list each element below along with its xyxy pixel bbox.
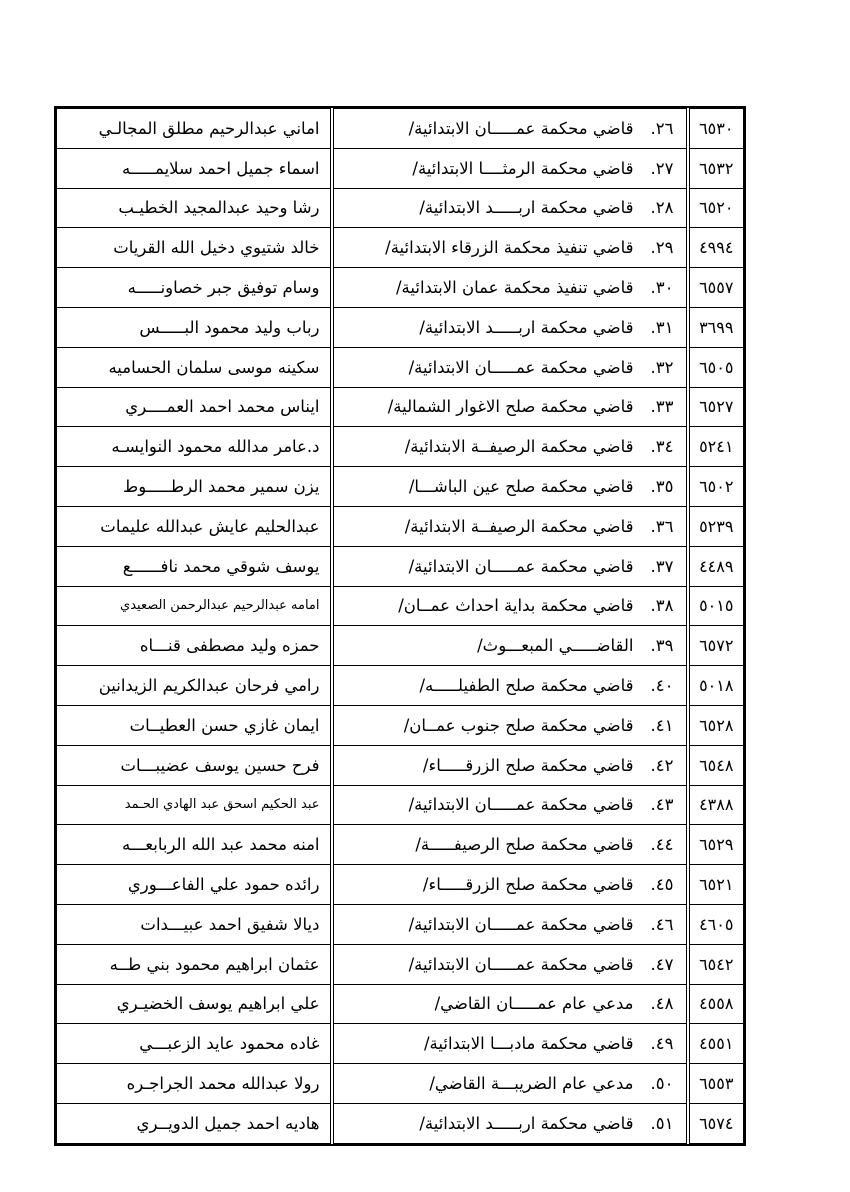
row-name: وسام توفيق جبر خصاونـــــه bbox=[57, 268, 332, 308]
table-row bbox=[57, 705, 744, 745]
row-name: اسماء جميل احمد سلايمـــــه bbox=[57, 148, 332, 188]
row-position bbox=[332, 387, 688, 427]
row-position bbox=[332, 1103, 688, 1143]
row-number: ٤٩٩٤ bbox=[688, 228, 744, 268]
row-index: ٣٤. bbox=[650, 437, 674, 457]
table-row bbox=[57, 1064, 744, 1104]
table-row bbox=[57, 785, 744, 825]
row-name: رشا وحيد عبدالمجيد الخطيـب bbox=[57, 188, 332, 228]
position-text: قاضي محكمة بداية احداث عمــان/ bbox=[398, 596, 634, 616]
row-name: عبدالحليم عايش عبدالله عليمات bbox=[57, 506, 332, 546]
row-name: امامه عبدالرحيم عبدالرحمن الصعيدي bbox=[57, 586, 332, 626]
position-text: قاضي محكمة صلح الزرقـــــاء/ bbox=[422, 875, 634, 895]
row-number: ٦٥٥٣ bbox=[688, 1064, 744, 1104]
row-name: علي ابراهيم يوسف الخضيـري bbox=[57, 984, 332, 1024]
row-index: ٤٨. bbox=[650, 994, 674, 1014]
position-text: قاضي محكمة مادبـــا الابتدائية/ bbox=[423, 1034, 634, 1054]
row-number: ٤٦٠٥ bbox=[688, 904, 744, 944]
position-text: قاضي محكمة عمـــــان الابتدائية/ bbox=[408, 954, 634, 974]
row-number: ٦٥٢٩ bbox=[688, 825, 744, 865]
row-number: ٦٥٣٢ bbox=[688, 148, 744, 188]
row-name: خالد شتيوي دخيل الله القريات bbox=[57, 228, 332, 268]
position-text: قاضي محكمة عمـــــان الابتدائية/ bbox=[408, 118, 634, 138]
row-position bbox=[332, 228, 688, 268]
row-number: ٦٥٧٢ bbox=[688, 626, 744, 666]
row-name: ايناس محمد احمد العمــــري bbox=[57, 387, 332, 427]
position-text: قاضي محكمة عمـــــان الابتدائية/ bbox=[408, 357, 634, 377]
row-name: امنه محمد عبد الله الربابعـــه bbox=[57, 825, 332, 865]
table-row bbox=[57, 586, 744, 626]
row-name: رولا عبدالله محمد الجراجـره bbox=[57, 1064, 332, 1104]
position-text: قاضي محكمة صلح جنوب عمــان/ bbox=[403, 715, 634, 735]
row-index: ٣٦. bbox=[650, 516, 674, 536]
table-row bbox=[57, 387, 744, 427]
row-index: ٣٢. bbox=[650, 357, 674, 377]
row-index: ٣٩. bbox=[650, 636, 674, 656]
row-index: ٤١. bbox=[650, 715, 674, 735]
position-text: قاضي محكمة الرمثــــا الابتدائية/ bbox=[412, 158, 634, 178]
row-number: ٦٥٢١ bbox=[688, 865, 744, 905]
row-name: يوسف شوقي محمد نافــــــع bbox=[57, 546, 332, 586]
table-row bbox=[57, 1103, 744, 1143]
row-number: ٥٢٣٩ bbox=[688, 506, 744, 546]
position-text: قاضي محكمة اربـــــد الابتدائية/ bbox=[419, 198, 634, 218]
row-position bbox=[332, 506, 688, 546]
table-row bbox=[57, 626, 744, 666]
position-text: قاضي محكمة الرصيفــة الابتدائية/ bbox=[404, 437, 634, 457]
position-text: قاضي محكمة صلح الطفيلـــــه/ bbox=[419, 676, 634, 696]
row-number: ٦٥٢٧ bbox=[688, 387, 744, 427]
row-position bbox=[332, 148, 688, 188]
row-number: ٥٢٤١ bbox=[688, 427, 744, 467]
row-position bbox=[332, 745, 688, 785]
table-row bbox=[57, 865, 744, 905]
table-row bbox=[57, 427, 744, 467]
row-number: ٥٠١٨ bbox=[688, 666, 744, 706]
row-name: اماني عبدالرحيم مطلق المجالـي bbox=[57, 109, 332, 149]
row-name: فرح حسين يوسف عضيبـــات bbox=[57, 745, 332, 785]
row-position bbox=[332, 467, 688, 507]
row-name: ايمان غازي حسن العطيــات bbox=[57, 705, 332, 745]
row-position bbox=[332, 785, 688, 825]
position-text: قاضي تنفيذ محكمة الزرقاء الابتدائية/ bbox=[385, 238, 634, 258]
row-position bbox=[332, 984, 688, 1024]
position-text: قاضي محكمة صلح الزرقـــــاء/ bbox=[422, 755, 634, 775]
row-position bbox=[332, 586, 688, 626]
row-number: ٤٥٥٨ bbox=[688, 984, 744, 1024]
row-position bbox=[332, 546, 688, 586]
row-number: ٦٥٧٤ bbox=[688, 1103, 744, 1143]
table-row bbox=[57, 188, 744, 228]
row-number: ٦٥٢٨ bbox=[688, 705, 744, 745]
row-position bbox=[332, 307, 688, 347]
row-index: ٢٨. bbox=[650, 198, 674, 218]
row-number: ٤٤٨٩ bbox=[688, 546, 744, 586]
position-text: قاضي محكمة صلح الاغوار الشمالية/ bbox=[387, 397, 634, 417]
row-index: ٣٣. bbox=[650, 397, 674, 417]
row-position bbox=[332, 188, 688, 228]
row-index: ٤٠. bbox=[650, 676, 674, 696]
position-text: مدعي عام الضريبـــة القاضي/ bbox=[429, 1074, 634, 1094]
row-position bbox=[332, 666, 688, 706]
row-number: ٣٦٩٩ bbox=[688, 307, 744, 347]
position-text: قاضي محكمة الرصيفــة الابتدائية/ bbox=[404, 516, 634, 536]
row-name: ديالا شفيق احمد عبيـــدات bbox=[57, 904, 332, 944]
position-text: مدعي عام عمـــــان القاضي/ bbox=[434, 994, 634, 1014]
row-index: ٤٣. bbox=[650, 795, 674, 815]
table-row bbox=[57, 666, 744, 706]
row-name: غاده محمود عايد الزعبـــي bbox=[57, 1024, 332, 1064]
row-index: ٥٠. bbox=[650, 1074, 674, 1094]
row-index: ٣٥. bbox=[650, 477, 674, 497]
row-position bbox=[332, 109, 688, 149]
position-text: قاضي محكمة صلح عين الباشـــا/ bbox=[408, 477, 634, 497]
row-index: ٢٩. bbox=[650, 238, 674, 258]
row-name: رامي فرحان عبدالكريم الزيدانين bbox=[57, 666, 332, 706]
table-row bbox=[57, 228, 744, 268]
row-name: رباب وليد محمود البـــــس bbox=[57, 307, 332, 347]
table-row bbox=[57, 825, 744, 865]
row-index: ٣٧. bbox=[650, 556, 674, 576]
row-name: د.عامر مدالله محمود النوايسـه bbox=[57, 427, 332, 467]
judges-table-body bbox=[57, 109, 744, 1144]
table-row bbox=[57, 467, 744, 507]
position-text: قاضي محكمة صلح الرصيفـــــة/ bbox=[415, 835, 634, 855]
row-index: ٤٥. bbox=[650, 875, 674, 895]
row-index: ٤٦. bbox=[650, 914, 674, 934]
row-position bbox=[332, 268, 688, 308]
row-number: ٦٥٣٠ bbox=[688, 109, 744, 149]
row-name: عثمان ابراهيم محمود بني طــه bbox=[57, 944, 332, 984]
row-index: ٣٠. bbox=[650, 278, 674, 298]
row-index: ٣١. bbox=[650, 317, 674, 337]
row-index: ٣٨. bbox=[650, 596, 674, 616]
row-index: ٤٧. bbox=[650, 954, 674, 974]
table-row bbox=[57, 307, 744, 347]
table-row bbox=[57, 546, 744, 586]
row-number: ٦٥٤٨ bbox=[688, 745, 744, 785]
row-index: ٤٢. bbox=[650, 755, 674, 775]
judges-table bbox=[56, 108, 744, 1144]
row-position bbox=[332, 865, 688, 905]
position-text: القاضـــــي المبعـــوث/ bbox=[477, 636, 634, 656]
row-position bbox=[332, 427, 688, 467]
row-number: ٦٥٠٥ bbox=[688, 347, 744, 387]
judges-table-frame bbox=[54, 106, 746, 1146]
table-row bbox=[57, 1024, 744, 1064]
position-text: قاضي تنفيذ محكمة عمان الابتدائية/ bbox=[395, 278, 634, 298]
table-row bbox=[57, 745, 744, 785]
row-name: رائده حمود علي الفاعـــوري bbox=[57, 865, 332, 905]
row-position bbox=[332, 825, 688, 865]
row-number: ٦٥٥٧ bbox=[688, 268, 744, 308]
row-position bbox=[332, 1064, 688, 1104]
row-index: ٤٩. bbox=[650, 1034, 674, 1054]
row-position bbox=[332, 626, 688, 666]
table-row bbox=[57, 109, 744, 149]
row-number: ٦٥٢٠ bbox=[688, 188, 744, 228]
table-row bbox=[57, 944, 744, 984]
row-name: يزن سمير محمد الرطـــــوط bbox=[57, 467, 332, 507]
table-row bbox=[57, 506, 744, 546]
position-text: قاضي محكمة عمـــــان الابتدائية/ bbox=[408, 795, 634, 815]
table-row bbox=[57, 984, 744, 1024]
table-row bbox=[57, 268, 744, 308]
row-position bbox=[332, 904, 688, 944]
position-text: قاضي محكمة اربـــــد الابتدائية/ bbox=[419, 1113, 634, 1133]
table-row bbox=[57, 148, 744, 188]
position-text: قاضي محكمة اربـــــد الابتدائية/ bbox=[419, 317, 634, 337]
row-index: ٥١. bbox=[650, 1113, 674, 1133]
row-name: هاديه احمد جميل الدويــري bbox=[57, 1103, 332, 1143]
row-position bbox=[332, 944, 688, 984]
row-position bbox=[332, 705, 688, 745]
row-name: حمزه وليد مصطفى قنـــاه bbox=[57, 626, 332, 666]
row-number: ٦٥٤٢ bbox=[688, 944, 744, 984]
row-index: ٢٦. bbox=[650, 118, 674, 138]
table-row bbox=[57, 347, 744, 387]
row-position bbox=[332, 347, 688, 387]
position-text: قاضي محكمة عمـــــان الابتدائية/ bbox=[408, 556, 634, 576]
row-number: ٤٣٨٨ bbox=[688, 785, 744, 825]
row-number: ٤٥٥١ bbox=[688, 1024, 744, 1064]
row-number: ٥٠١٥ bbox=[688, 586, 744, 626]
row-name: عبد الحكيم اسحق عبد الهادي الحـمد bbox=[57, 785, 332, 825]
row-index: ٢٧. bbox=[650, 158, 674, 178]
position-text: قاضي محكمة عمـــــان الابتدائية/ bbox=[408, 914, 634, 934]
row-index: ٤٤. bbox=[650, 835, 674, 855]
row-number: ٦٥٠٢ bbox=[688, 467, 744, 507]
table-row bbox=[57, 904, 744, 944]
row-name: سكينه موسى سلمان الحساميه bbox=[57, 347, 332, 387]
row-position bbox=[332, 1024, 688, 1064]
